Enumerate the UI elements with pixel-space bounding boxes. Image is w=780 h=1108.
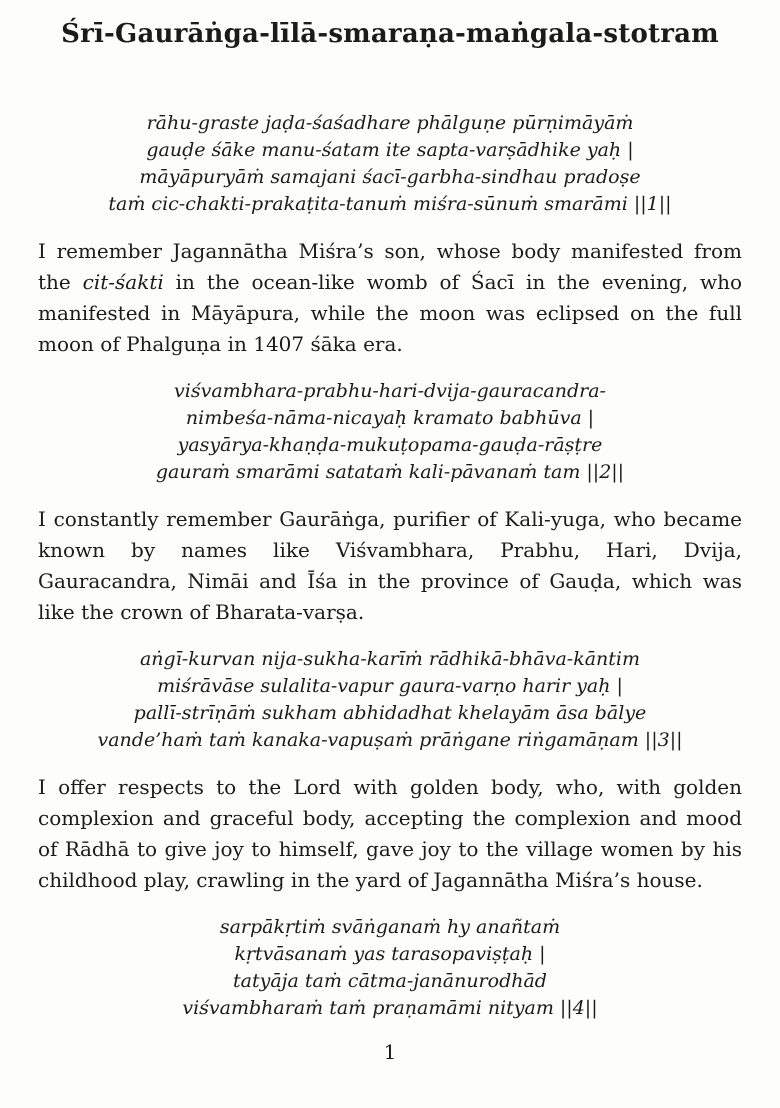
verse-4-line-2: kṛtvāsanaṁ yas tarasopaviṣṭaḥ | bbox=[234, 943, 546, 965]
verse-2 bbox=[38, 378, 742, 486]
verse-3-line-1: aṅgī-kurvan nija-sukha-karīṁ rādhikā-bhāva-kāntim bbox=[139, 648, 641, 670]
page-number: 1 bbox=[383, 1040, 397, 1064]
verse-2-line-1: viśvambhara-prabhu-hari-dvija-gauracandra- bbox=[174, 380, 606, 402]
translation-1-text: I remember Jagannātha Miśra’s son, whose body manifested from the bbox=[38, 239, 742, 294]
translation-2 bbox=[38, 504, 742, 628]
verse-4-line-3: tatyāja taṁ cātma-janānurodhād bbox=[233, 970, 547, 992]
verse-1-line-1: rāhu-graste jaḍa-śaśadhare phālguṇe pūrṇimāyāṁ bbox=[146, 112, 634, 134]
verse-3 bbox=[38, 646, 742, 754]
translation-3 bbox=[38, 772, 742, 896]
translation-3-text: I offer respects to the Lord with golden body, who, with golden complexion and graceful body, accepting the complexion and mood of Rādhā to give joy to himself, gave joy to the village women by his childhood play, crawling in the yard of Jagannātha Miśra’s house. bbox=[38, 775, 742, 892]
translation-1 bbox=[38, 236, 742, 360]
verse-3-line-2: miśrāvāse sulalita-vapur gaura-varṇo harir yaḥ | bbox=[157, 675, 623, 697]
verse-1-line-3: māyāpuryāṁ samajani śacī-garbha-sindhau pradoṣe bbox=[139, 166, 641, 188]
verse-1-line-2: gauḍe śāke manu-śatam ite sapta-varṣādhike yaḥ | bbox=[146, 139, 634, 161]
verse-2-line-3: yasyārya-khaṇḍa-mukuṭopama-gauḍa-rāṣṭre bbox=[177, 434, 603, 456]
translation-2-text: I constantly remember Gaurāṅga, purifier of Kali-yuga, who became known by names like Viśvambhara, Prabhu, Hari, Dvija, Gauracandra, Nimāi and Īśa in the province of Gauḍa, which was like the crown of Bharata-varṣa. bbox=[38, 507, 742, 624]
verse-3-line-3: pallī-strīṇāṁ sukham abhidadhat khelayām āsa bālye bbox=[133, 702, 647, 724]
verse-4-line-4: viśvambharaṁ taṁ praṇamāmi nityam ||4|| bbox=[182, 997, 598, 1019]
verse-2-line-4: gauraṁ smarāmi satataṁ kali-pāvanaṁ tam ||2|| bbox=[155, 461, 625, 483]
translation-1-text-cont: in the ocean-like womb of Śacī in the evening, who manifested in Māyāpura, while the moon was eclipsed on the full moon of Phalguṇa in 1407 śāka era. bbox=[38, 270, 742, 356]
verse-4-line-1: sarpākṛtiṁ svāṅganaṁ hy anañtaṁ bbox=[219, 916, 561, 938]
translation-1-italic-term: cit-śakti bbox=[82, 270, 164, 294]
verse-1 bbox=[38, 110, 742, 218]
verse-1-line-4: taṁ cic-chakti-prakaṭita-tanuṁ miśra-sūnuṁ smarāmi ||1|| bbox=[108, 193, 672, 215]
page-title: Śrī-Gaurāṅga-līlā-smaraṇa-maṅgala-stotram bbox=[61, 19, 719, 49]
verse-4 bbox=[38, 914, 742, 1022]
verse-2-line-2: nimbeśa-nāma-nicayaḥ kramato babhūva | bbox=[185, 407, 595, 429]
verse-3-line-4: vande’haṁ taṁ kanaka-vapuṣaṁ prāṅgane riṅgamāṇam ||3|| bbox=[97, 729, 683, 751]
